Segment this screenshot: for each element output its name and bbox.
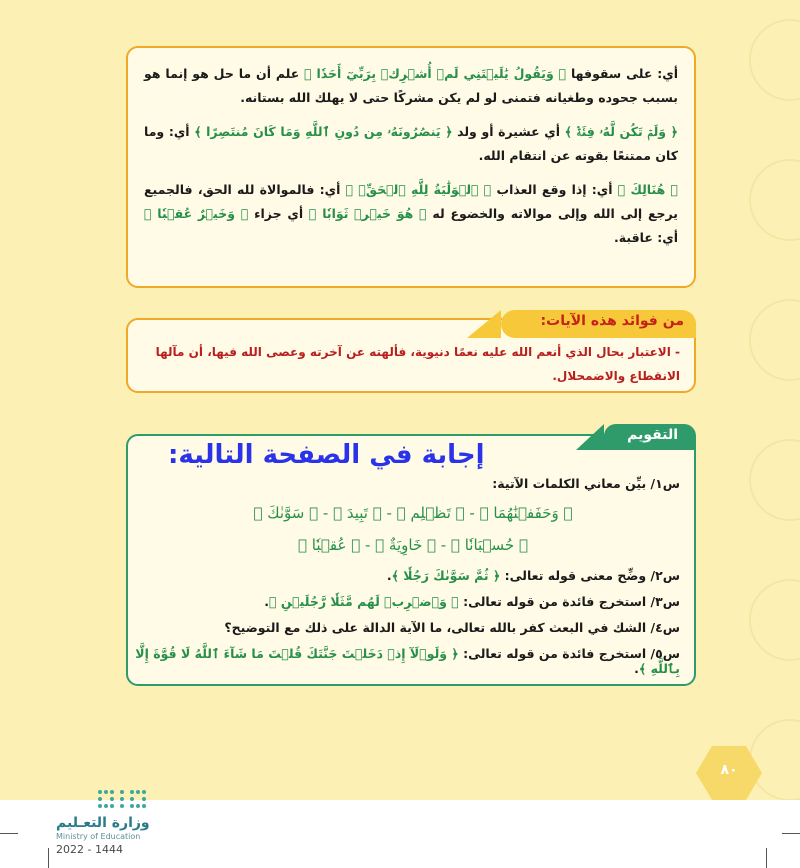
text: س٢/ وضِّح معنى قوله تعالى: bbox=[500, 568, 680, 583]
quran-verse: ﴿ ٱلۡوَلَٰيَةُ لِلَّهِ ٱلۡحَقِّۚ ﴾ bbox=[345, 182, 492, 197]
question-1: س١/ بيِّن معاني الكلمات الآتية: bbox=[492, 476, 680, 491]
text: . bbox=[264, 594, 270, 609]
text: أي جزاء bbox=[248, 206, 309, 221]
text: س٣/ استخرج فائدة من قوله تعالى: bbox=[458, 594, 680, 609]
benefits-tab bbox=[501, 310, 696, 338]
text: أي: وما كان ممتنعًا بقوته عن انتقام الله. bbox=[144, 124, 678, 163]
tafsir-paragraph bbox=[144, 120, 678, 168]
crop-mark bbox=[766, 848, 767, 868]
ministry-name-arabic: وزارة التعـليم bbox=[56, 815, 150, 831]
ministry-logo-icon bbox=[96, 788, 148, 810]
question-5 bbox=[128, 646, 680, 676]
evaluation-box bbox=[126, 427, 696, 686]
tafsir-paragraph bbox=[144, 178, 678, 250]
benefits-title: من فوائد هذه الآيات: bbox=[540, 313, 684, 329]
text: أي: على سقوفها bbox=[566, 66, 678, 81]
text: أي: إذا وقع العذاب bbox=[491, 182, 618, 197]
text: . bbox=[634, 661, 639, 676]
evaluation-tab bbox=[604, 424, 696, 450]
edition-year: 2022 - 1444 bbox=[56, 843, 123, 856]
text: علم أن ما حل هو إنما هو بسبب جحوده وطغيانه فتمنى لو لم يكن مشركًا حتى لا يهلك الله بستانه. bbox=[144, 66, 678, 105]
tafsir-box bbox=[126, 46, 696, 288]
text: أي عشيرة أو ولد bbox=[452, 124, 565, 139]
crop-mark bbox=[782, 833, 800, 834]
crop-mark bbox=[0, 833, 18, 834]
question-2 bbox=[387, 568, 680, 583]
page-number-badge bbox=[694, 744, 764, 802]
tafsir-paragraph bbox=[144, 62, 678, 110]
ministry-name-english: Ministry of Education bbox=[56, 832, 141, 841]
handwritten-note: إجابة في الصفحة التالية: bbox=[168, 440, 485, 470]
benefits-box bbox=[126, 313, 696, 393]
page-number: ٨٠ bbox=[720, 762, 738, 778]
vocabulary-words-row-2: ﴿ حُسۡبَانٗا ﴾ - ﴿ خَاوِيَةٌ ﴾ - ﴿ عُقۡبٗا ﴾ bbox=[298, 536, 528, 554]
quran-verse: ﴿ وَٱضۡرِبۡ لَهُم مَّثَلٗا رَّجُلَيۡنِ ﴾ bbox=[269, 594, 459, 609]
text: أي: عاقبة. bbox=[614, 230, 678, 245]
question-4: س٤/ الشك في البعث كفر بالله تعالى، ما الآية الدالة على ذلك مع التوضيح؟ bbox=[224, 620, 680, 635]
crop-mark bbox=[48, 848, 49, 868]
benefit-text: - الاعتبار بحال الذي أنعم الله عليه نعمًا دنيوية، فألهته عن آخرته وعصى الله فيها، أن مآلها الانقطاع والاضمحلال. bbox=[155, 345, 680, 383]
decorative-pattern bbox=[730, 0, 800, 800]
quran-verse: ﴿ وَخَيۡرٌ عُقۡبٗا ﴾ bbox=[144, 206, 249, 221]
evaluation-title: التقويم bbox=[627, 427, 678, 443]
vocabulary-words-row-1: ﴿ وَحَفَفۡنَٰهُمَا ﴾ - ﴿ تَظۡلِم ﴾ - ﴿ تَبِيدَ ﴾ - ﴿ سَوَّىٰكَ ﴾ bbox=[253, 504, 573, 522]
question-3 bbox=[264, 594, 680, 609]
quran-verse: ﴿ وَيَقُولُ يَٰلَيۡتَنِي لَمۡ أُشۡرِكۡ بِرَبِّيٓ أَحَدٗا ﴾ bbox=[304, 66, 567, 81]
text: أي: فالموالاة لله الحق، فالجميع يرجع إلى الله وإلى موالاته والخضوع له bbox=[144, 182, 678, 221]
quran-verse: ﴿ ثُمَّ سَوَّىٰكَ رَجُلٗا ﴾ bbox=[391, 568, 501, 583]
quran-verse: ﴿ وَلَمۡ تَكُن لَّهُۥ فِئَةٞ ﴾ bbox=[564, 124, 678, 139]
quran-verse: ﴿ يَنصُرُونَهُۥ مِن دُونِ ٱللَّهِ وَمَا كَانَ مُنتَصِرًا ﴾ bbox=[194, 124, 453, 139]
quran-verse: ﴿ هُنَالِكَ ﴾ bbox=[617, 182, 679, 197]
quran-verse: ﴿ وَلَوۡلَآ إِذۡ دَخَلۡتَ جَنَّتَكَ قُلۡتَ مَا شَآءَ ٱللَّهُ لَا قُوَّةَ إِلَّا بِٱللَّهِ ﴾ bbox=[135, 646, 680, 676]
quran-verse: ﴿ هُوَ خَيۡرٞ ثَوَابٗا ﴾ bbox=[308, 206, 427, 221]
text: . bbox=[386, 568, 392, 583]
text: س٥/ استخرج فائدة من قوله تعالى: bbox=[458, 646, 680, 661]
